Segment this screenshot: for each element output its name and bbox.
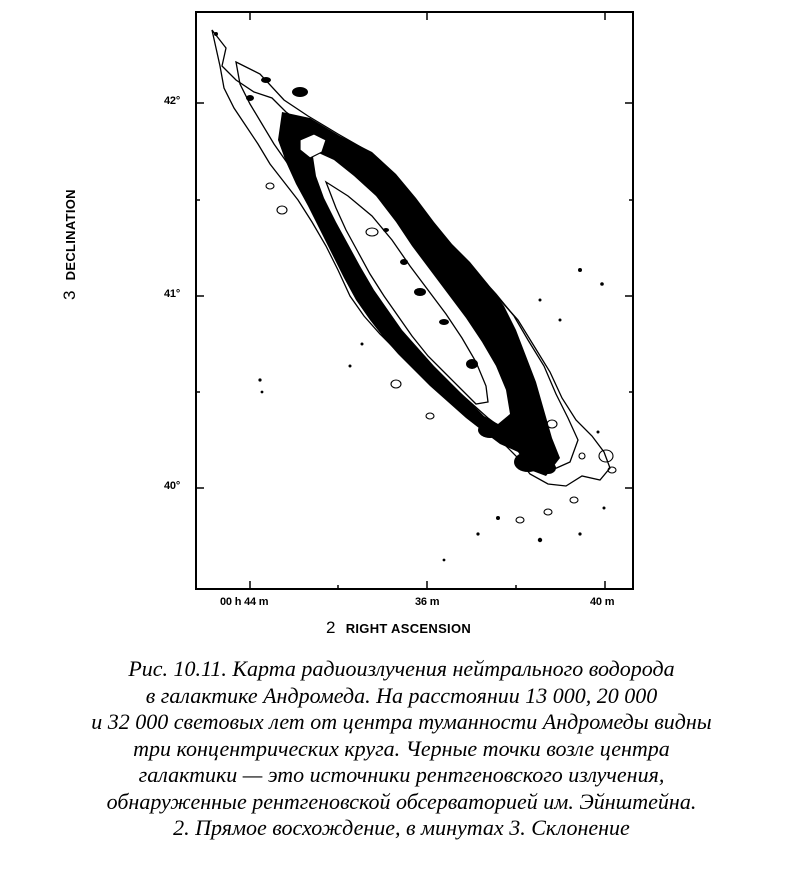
y-tick-41: 41° xyxy=(164,288,181,300)
caption-line: 2. Прямое восхождение, в минутах 3. Склонение xyxy=(173,815,630,840)
x-tick-36m: 36 m xyxy=(415,596,440,608)
hydrogen-contour-map xyxy=(212,30,616,561)
x-tick-44m: 00 h 44 m xyxy=(220,596,269,608)
y-tick-42: 42° xyxy=(164,95,181,107)
plot-frame xyxy=(196,12,633,589)
figure-caption xyxy=(20,656,783,842)
caption-line: в галактике Андромеда. На расстоянии 13 000, 20 000 xyxy=(145,682,658,708)
y-axis-number: 3 xyxy=(60,290,79,300)
x-axis-label: RIGHT ASCENSION xyxy=(345,621,472,636)
y-tick-40: 40° xyxy=(164,480,181,492)
noise-dots xyxy=(214,32,606,561)
x-axis-title xyxy=(326,618,471,638)
caption-line: Рис. 10.11. Карта радиоизлучения нейтрального водорода xyxy=(128,656,675,681)
caption-line: галактики — это источники рентгеновского излучения, xyxy=(138,762,665,787)
y-ticks xyxy=(196,103,633,488)
x-axis-number: 2 xyxy=(326,618,336,637)
caption-line: три концентрических круга. Черные точки возле центра xyxy=(133,735,670,761)
caption-line: и 32 000 световых лет от центра туманности Андромеды видны xyxy=(91,709,712,734)
x-ticks xyxy=(250,12,605,589)
y-axis-title xyxy=(60,189,80,300)
x-tick-40m: 40 m xyxy=(590,596,615,608)
outer-contour xyxy=(212,30,610,486)
caption-line: обнаруженные рентгеновской обсерваторией им. Эйнштейна. xyxy=(106,788,697,814)
y-axis-label: DECLINATION xyxy=(63,189,78,281)
